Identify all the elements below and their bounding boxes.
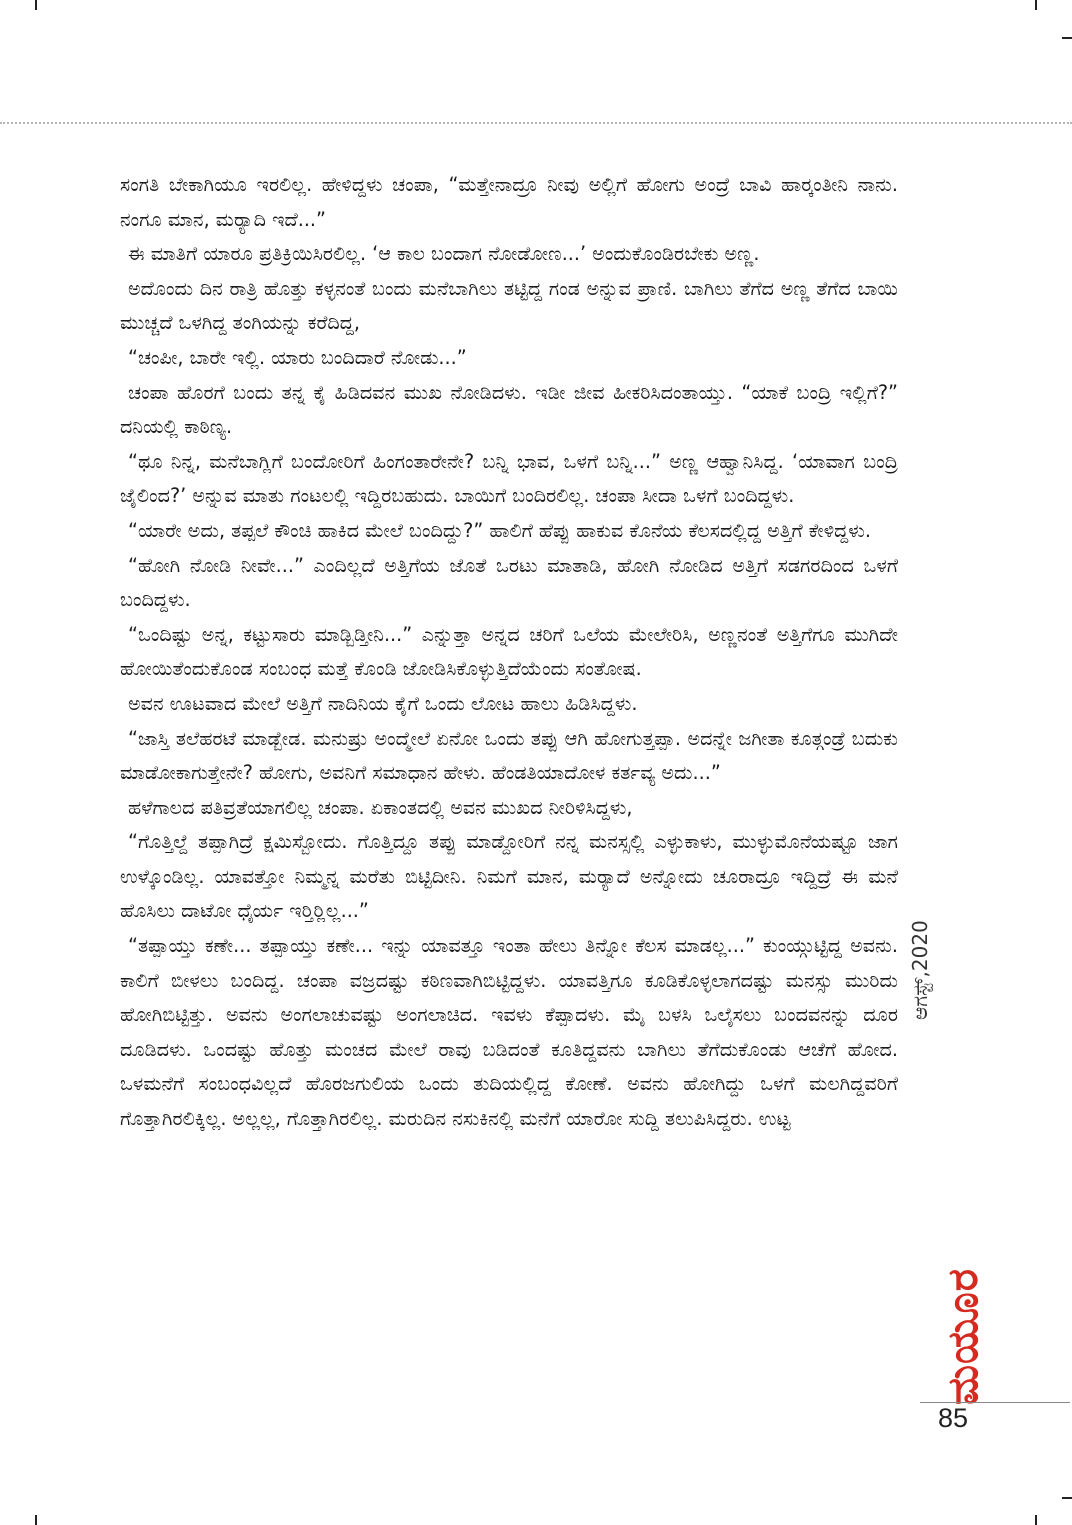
paragraph: ಅವನ ಊಟವಾದ ಮೇಲೆ ಅತ್ತಿಗೆ ನಾದಿನಿಯ ಕೈಗೆ ಒಂದು ಲೋಟ ಹಾಲು ಹಿಡಿಸಿದ್ದಳು.: [128, 691, 638, 715]
issue-month: ಆಗಸ್ಟ್: [908, 977, 932, 1020]
paragraph: ಚಂಪಾ ಹೊರಗೆ ಬಂದು ತನ್ನ ಕೈ ಹಿಡಿದವನ ಮುಖ ನೋಡಿದಳು. ಇಡೀ ಜೀವ ಹೀಕರಿಸಿದಂತಾಯ್ತು. “ಯಾಕೆ ಬಂದ್ರಿ ಇಲ್ಲಿಗೆ?” ದನಿಯಲ್ಲಿ ಕಾಠಿಣ್ಯ.: [120, 380, 898, 439]
crop-mark-right-lower: [1062, 1497, 1072, 1499]
paragraph: “ತಪ್ಪಾಯ್ತು ಕಣೇ... ತಪ್ಪಾಯ್ತು ಕಣೇ... ಇನ್ನು ಯಾವತ್ತೂ ಇಂತಾ ಹೇಲು ತಿನ್ನೋ ಕೆಲಸ ಮಾಡಲ್ಲ...” ಕುಂಯ್ಗುಟ್ಟಿದ್ದ ಅವನು. ಕಾಲಿಗೆ ಬೀಳಲು ಬಂದಿದ್ದ. ಚಂಪಾ ವಜ್ರದಷ್ಟು ಕಠಿಣವಾಗಿಬಿಟ್ಟಿದ್ದಳು. ಯಾವತ್ತಿಗೂ ಕೂಡಿಕೊಳ್ಳಲಾಗದಷ್ಟು ಮನಸ್ಸು ಮುರಿದು ಹೋಗಿಬಿಟ್ಟಿತ್ತು. ಅವನು ಅಂಗಲಾಚುವಷ್ಟು ಅಂಗಲಾಚಿದ. ಇವಳು ಕೆಪ್ಪಾದಳು. ಮೈ ಬಳಸಿ ಒಲೈಸಲು ಬಂದವನನ್ನು ದೂರ ದೂಡಿದಳು. ಒಂದಷ್ಟು ಹೊತ್ತು ಮಂಚದ ಮೇಲೆ ರಾವು ಬಡಿದಂತೆ ಕೂತಿದ್ದವನು ಬಾಗಿಲು ತೆಗೆದುಕೊಂಡು ಆಚೆಗೆ ಹೋದ. ಒಳಮನೆಗೆ ಸಂಬಂಧವಿಲ್ಲದೆ ಹೊರಜಗುಲಿಯ ಒಂದು ತುದಿಯಲ್ಲಿದ್ದ ಕೋಣೆ. ಅವನು ಹೋಗಿದ್ದು ಒಳಗೆ ಮಲಗಿದ್ದವರಿಗೆ ಗೊತ್ತಾಗಿರಲಿಕ್ಕಿಲ್ಲ. ಅಲ್ಲಲ್ಲ, ಗೊತ್ತಾಗಿರಲಿಲ್ಲ. ಮರುದಿನ ನಸುಕಿನಲ್ಲಿ ಮನೆಗೆ ಯಾರೋ ಸುದ್ದಿ ತಲುಪಿಸಿದ್ದರು. ಉಟ್ಟ: [120, 934, 898, 1131]
paragraph: “ಥೂ ನಿನ್ನ, ಮನೆಬಾಗ್ಲಿಗೆ ಬಂದೋರಿಗೆ ಹಿಂಗಂತಾರೇನೇ? ಬನ್ನಿ ಭಾವ, ಒಳಗೆ ಬನ್ನಿ...” ಅಣ್ಣ ಆಹ್ವಾನಿಸಿದ್ದ. ‘ಯಾವಾಗ ಬಂದ್ರಿ ಜೈಲಿಂದ?’ ಅನ್ನುವ ಮಾತು ಗಂಟಲಲ್ಲಿ ಇದ್ದಿರಬಹುದು. ಬಾಯಿಗೆ ಬಂದಿರಲಿಲ್ಲ. ಚಂಪಾ ಸೀದಾ ಒಳಗೆ ಬಂದಿದ್ದಳು.: [120, 449, 898, 508]
magazine-brand-logo: ಮಯೂರ: [938, 1268, 987, 1405]
paragraph: “ಚಂಪೀ, ಬಾರೇ ಇಲ್ಲಿ. ಯಾರು ಬಂದಿದಾರೆ ನೋಡು...”: [128, 345, 467, 369]
paragraph: ಸಂಗತಿ ಬೇಕಾಗಿಯೂ ಇರಲಿಲ್ಲ. ಹೇಳಿದ್ದಳು ಚಂಪಾ, “ಮತ್ತೇನಾದ್ರೂ ನೀವು ಅಲ್ಲಿಗೆ ಹೋಗು ಅಂದ್ರೆ ಬಾವಿ ಹಾರ್‍ಕಂತೀನಿ ನಾನು. ನಂಗೂ ಮಾನ, ಮರ್‍ಯಾದಿ ಇದೆ...”: [120, 173, 898, 231]
paragraph: “ಜಾಸ್ತಿ ತಲೆಹರಟೆ ಮಾಡ್ಬೇಡ. ಮನುಷ್ರು ಅಂದ್ಮೇಲೆ ಏನೋ ಒಂದು ತಪ್ಪು ಆಗಿ ಹೋಗುತ್ತಪ್ಪಾ. ಅದನ್ನೇ ಜಗೀತಾ ಕೂತ್ಗಂಡ್ರೆ ಬದುಕು ಮಾಡೋಕಾಗುತ್ತೇನೇ? ಹೋಗು, ಅವನಿಗೆ ಸಮಾಧಾನ ಹೇಳು. ಹೆಂಡತಿಯಾದೋಳ ಕರ್ತವ್ಯ ಅದು...”: [120, 726, 898, 785]
crop-mark-bottom-left: [35, 1515, 37, 1525]
header-dotted-rule: [0, 122, 1072, 124]
paragraph: “ಒಂದಿಷ್ಟು ಅನ್ನ, ಕಟ್ಟುಸಾರು ಮಾಡ್ಬಿಡ್ತೀನಿ...” ಎನ್ನುತ್ತಾ ಅನ್ನದ ಚರಿಗೆ ಒಲೆಯ ಮೇಲೇರಿಸಿ, ಅಣ್ಣನಂತೆ ಅತ್ತಿಗೆಗೂ ಮುಗಿದೇ ಹೋಯಿತೆಂದುಕೊಂಡ ಸಂಬಂಧ ಮತ್ತೆ ಕೊಂಡಿ ಜೋಡಿಸಿಕೊಳ್ಳುತ್ತಿದೆಯೆಂದು ಸಂತೋಷ.: [120, 622, 898, 681]
crop-mark-bottom-right: [1035, 1515, 1037, 1525]
crop-mark-top-left: [35, 0, 37, 10]
paragraph: ಹಳೆಗಾಲದ ಪತಿವ್ರತೆಯಾಗಲಿಲ್ಲ ಚಂಪಾ. ಏಕಾಂತದಲ್ಲಿ ಅವನ ಮುಖದ ನೀರಿಳಿಸಿದ್ದಳು,: [128, 795, 633, 819]
page-number: 85: [938, 1403, 969, 1433]
issue-year: 2020: [908, 920, 932, 972]
paragraph: ಅದೊಂದು ದಿನ ರಾತ್ರಿ ಹೊತ್ತು ಕಳ್ಳನಂತೆ ಬಂದು ಮನೆಬಾಗಿಲು ತಟ್ಟಿದ್ದ ಗಂಡ ಅನ್ನುವ ಪ್ರಾಣಿ. ಬಾಗಿಲು ತೆಗೆದ ಅಣ್ಣ ತೆಗೆದ ಬಾಯಿ ಮುಚ್ಚದೆ ಒಳಗಿದ್ದ ತಂಗಿಯನ್ನು ಕರೆದಿದ್ದ,: [120, 276, 898, 335]
paragraph: “ಹೋಗಿ ನೋಡಿ ನೀವೇ...” ಎಂದಿಲ್ಲದೆ ಅತ್ತಿಗೆಯ ಜೊತೆ ಒರಟು ಮಾತಾಡಿ, ಹೋಗಿ ನೋಡಿದ ಅತ್ತಿಗೆ ಸಡಗರದಿಂದ ಒಳಗೆ ಬಂದಿದ್ದಳು.: [120, 553, 898, 612]
paragraph: “ಗೊತ್ತಿಲ್ದೆ ತಪ್ಪಾಗಿದ್ರೆ ಕ್ಷಮಿಸ್ಬೋದು. ಗೊತ್ತಿದ್ದೂ ತಪ್ಪು ಮಾಡ್ದೋರಿಗೆ ನನ್ನ ಮನಸ್ಸಲ್ಲಿ ಎಳ್ಳುಕಾಳು, ಮುಳ್ಳುಮೊನೆಯಷ್ಟೂ ಜಾಗ ಉಳ್ಕೊಂಡಿಲ್ಲ. ಯಾವತ್ತೋ ನಿಮ್ಮನ್ನ ಮರೆತು ಬಿಟ್ಟಿದೀನಿ. ನಿಮಗೆ ಮಾನ, ಮರ್‍ಯಾದೆ ಅನ್ನೋದು ಚೂರಾದ್ರೂ ಇದ್ದಿದ್ರೆ ಈ ಮನೆ ಹೊಸಿಲು ದಾಟೋ ಧೈರ್ಯ ಇರ್‍ತಿರ್‍ಲಿಲ್ಲ...”: [120, 830, 898, 923]
paragraph: “ಯಾರೇ ಅದು, ತಪ್ಪಲೆ ಕೌಂಚಿ ಹಾಕಿದ ಮೇಲೆ ಬಂದಿದ್ದು?” ಹಾಲಿಗೆ ಹೆಪ್ಪು ಹಾಕುವ ಕೊನೆಯ ಕೆಲಸದಲ್ಲಿದ್ದ ಅತ್ತಿಗೆ ಕೇಳಿದ್ದಳು.: [128, 518, 871, 542]
crop-mark-top-right: [1035, 0, 1037, 10]
crop-mark-right-upper: [1062, 37, 1072, 39]
article-body: [120, 168, 898, 1137]
issue-date: ಆಗಸ್ಟ್,2020: [900, 820, 940, 1020]
paragraph: ಈ ಮಾತಿಗೆ ಯಾರೂ ಪ್ರತಿಕ್ರಿಯಿಸಿರಲಿಲ್ಲ. ‘ಆ ಕಾಲ ಬಂದಾಗ ನೋಡೋಣ...’ ಅಂದುಕೊಂಡಿರಬೇಕು ಅಣ್ಣ.: [128, 242, 760, 266]
